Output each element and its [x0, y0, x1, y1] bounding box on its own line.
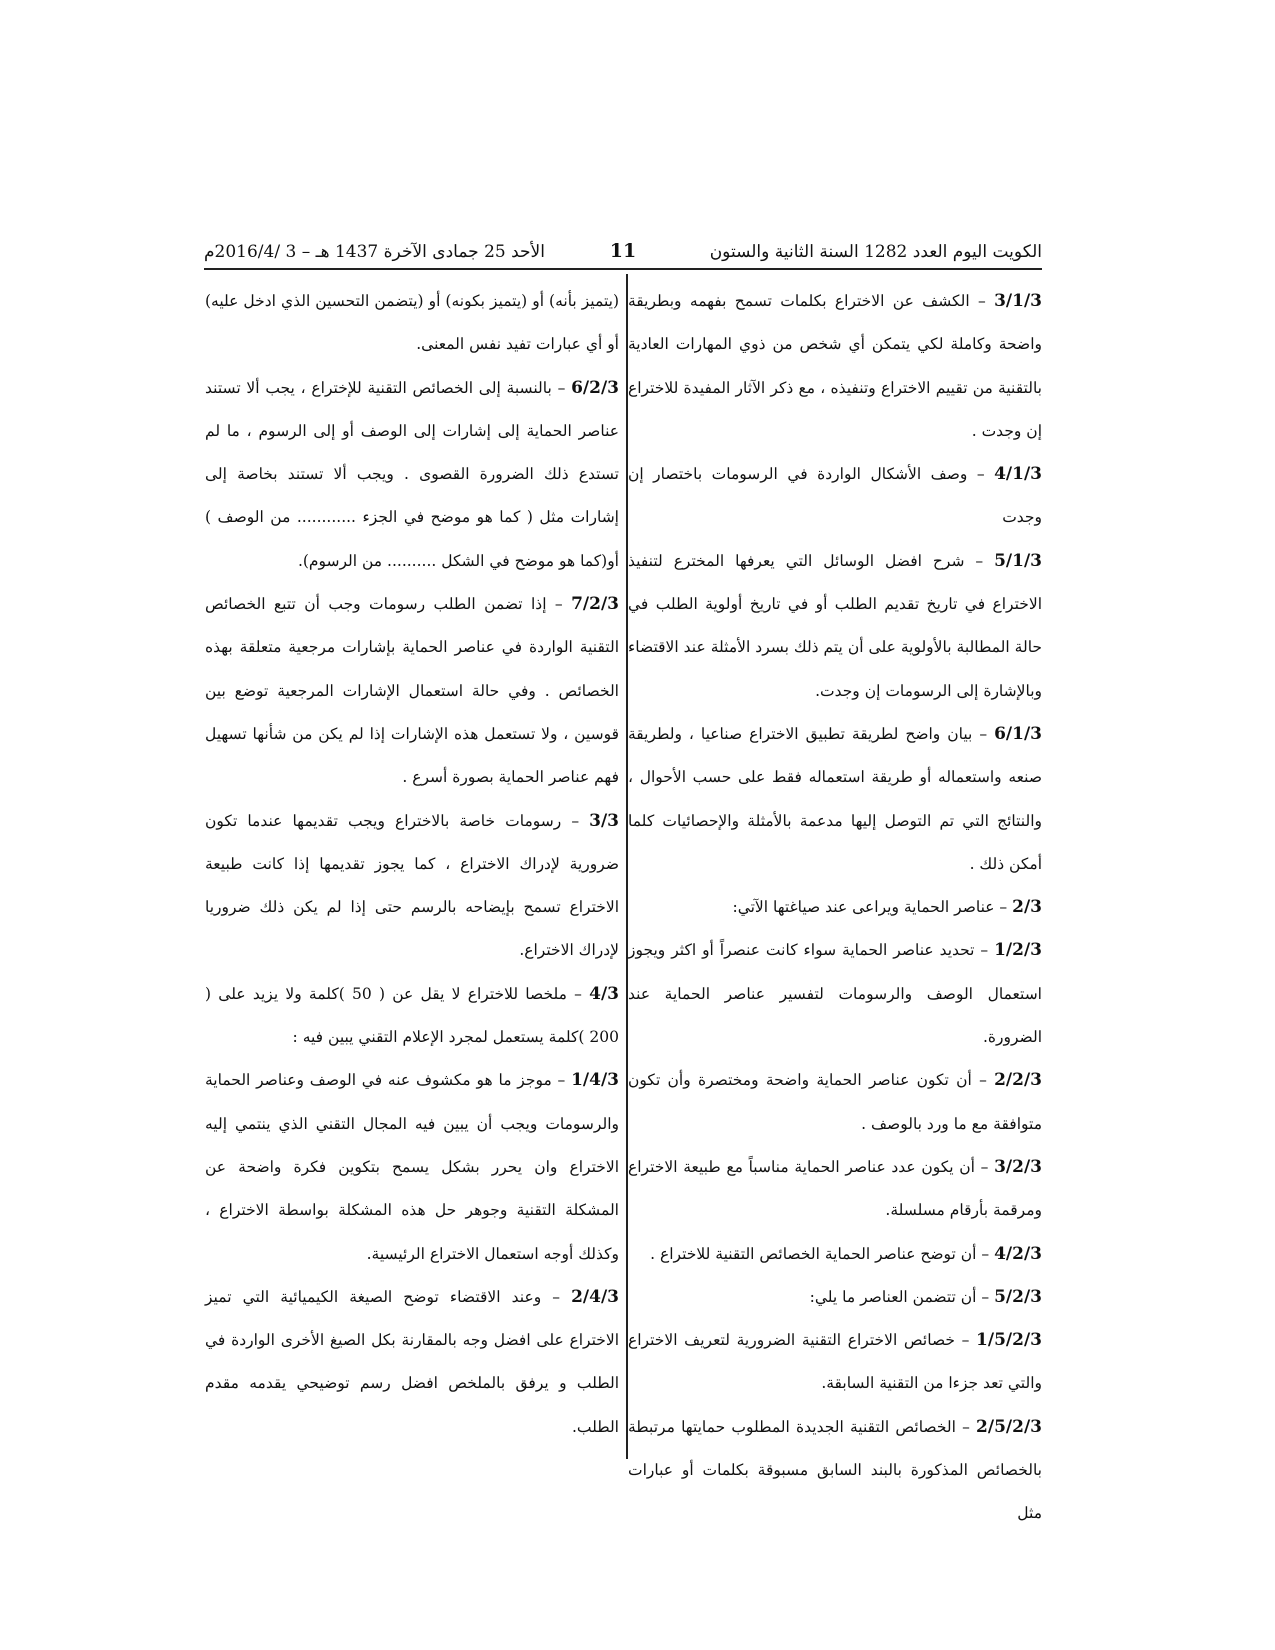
clause-paragraph: [205, 973, 619, 1060]
clause-paragraph: [628, 929, 1042, 1059]
clause-number: 6/2/3: [571, 377, 619, 398]
clause-text: – ملخصا للاختراع لا يقل عن ( 50 )كلمة ولا يزيد على ( 200 )كلمة يستعمل لمجرد الإعلام التقني يبين فيه :: [205, 984, 619, 1047]
clause-number: 4/3: [589, 983, 620, 1004]
left-column: [205, 280, 619, 1449]
clause-number: 5/2/3: [994, 1286, 1042, 1307]
header-gazette-issue: الكويت اليوم العدد 1282 السنة الثانية والستون: [709, 242, 1042, 262]
clause-paragraph: [628, 886, 1042, 929]
clause-paragraph: [628, 713, 1042, 886]
clause-text: – أن توضح عناصر الحماية الخصائص التقنية للاختراع .: [650, 1244, 995, 1263]
clause-paragraph: [628, 1233, 1042, 1276]
clause-paragraph: [628, 1146, 1042, 1233]
clause-text: – أن تتضمن العناصر ما يلي:: [809, 1287, 995, 1306]
clause-text: – موجز ما هو مكشوف عنه في الوصف وعناصر الحماية والرسومات ويجب أن يبين فيه المجال التقني الذي ينتمي إليه الاختراع وان يحرر بشكل يسمح بتكوين فكرة واضحة عن المشكلة التقنية وجوهر حل هذه المشكلة بواسطة الاختراع ، وكذلك أوجه استعمال الاختراع الرئيسية.: [205, 1071, 619, 1263]
clause-text: – عناصر الحماية ويراعى عند صياغتها الآتي:: [732, 898, 1013, 917]
clause-number: 2/3: [1012, 897, 1042, 918]
clause-paragraph: [628, 540, 1042, 713]
clause-paragraph: [628, 1276, 1042, 1319]
clause-text: – رسومات خاصة بالاختراع ويجب تقديمها عندما تكون ضرورية لإدراك الاختراع ، كما يجوز تقديمها إذا كانت طبيعة الاختراع تسمح بإيضاحه بالرسم حتى إذا لم يكن ذلك ضروريا لإدراك الاختراع.: [205, 811, 619, 960]
clause-text: – أن يكون عدد عناصر الحماية مناسباً مع طبيعة الاختراع ومرقمة بأرقام مسلسلة.: [628, 1157, 1042, 1220]
clause-number: 1/5/2/3: [976, 1330, 1042, 1351]
right-column: [628, 280, 1042, 1536]
clause-paragraph: [628, 453, 1042, 540]
clause-text: – خصائص الاختراع التقنية الضرورية لتعريف الاختراع والتي تعد جزءا من التقنية السابقة.: [628, 1331, 1042, 1393]
clause-number: 2/2/3: [994, 1070, 1042, 1091]
clause-number: 1/4/3: [571, 1070, 619, 1091]
clause-number: 2/5/2/3: [976, 1416, 1042, 1437]
clause-number: 3/3: [589, 810, 619, 831]
clause-number: 6/1/3: [994, 723, 1042, 744]
clause-number: 3/1/3: [994, 291, 1042, 311]
clause-paragraph: [205, 1059, 619, 1275]
clause-number: 3/2/3: [994, 1156, 1042, 1177]
clause-number: 4/2/3: [994, 1243, 1042, 1264]
clause-number: 1/2/3: [994, 940, 1042, 961]
clause-paragraph: [628, 1406, 1042, 1536]
clause-paragraph: [628, 280, 1042, 453]
clause-paragraph: [205, 1276, 619, 1449]
clause-number: 2/4/3: [571, 1286, 619, 1307]
header-page-number: 11: [609, 240, 637, 262]
clause-text: – الكشف عن الاختراع بكلمات تسمح بفهمه وبطريقة واضحة وكاملة لكي يتمكن أي شخص من ذوي المهارات العادية بالتقنية من تقييم الاختراع وتنفيذه ، مع ذكر الآثار المفيدة للاختراع إن وجدت .: [628, 292, 1042, 440]
clause-number: 5/1/3: [994, 550, 1042, 571]
page-header: [204, 236, 1042, 272]
clause-text: – تحديد عناصر الحماية سواء كانت عنصراً أو اكثر ويجوز استعمال الوصف والرسومات لتفسير عناصر الحماية عند الضرورة.: [628, 941, 1042, 1047]
clause-paragraph: [205, 280, 619, 367]
clause-text: – بالنسبة إلى الخصائص التقنية للإختراع ، يجب ألا تستند عناصر الحماية إلى إشارات إلى الوصف أو إلى الرسوم ، ما لم تستدع ذلك الضرورة القصوى . ويجب ألا تستند بخاصة إلى إشارات مثل ( كما هو موضح في الجزء ............ من الوصف ) أو(كما هو موضح في الشكل .......... من الرسوم).: [205, 378, 619, 570]
clause-number: 4/1/3: [994, 464, 1042, 485]
clause-paragraph: [628, 1319, 1042, 1406]
clause-number: 7/2/3: [571, 594, 619, 615]
header-rule: [204, 268, 1042, 270]
clause-text: – شرح افضل الوسائل التي يعرفها المخترع لتنفيذ الاختراع في تاريخ تقديم الطلب أو في تاريخ أولوية الطلب في حالة المطالبة بالأولوية على أن يتم ذلك بسرد الأمثلة عند الاقتضاء وبالإشارة إلى الرسومات إن وجدت.: [628, 551, 1042, 700]
clause-text: – أن تكون عناصر الحماية واضحة ومختصرة وأن تكون متوافقة مع ما ورد بالوصف .: [628, 1071, 1042, 1133]
clause-text: – الخصائص التقنية الجديدة المطلوب حمايتها مرتبطة بالخصائص المذكورة بالبند السابق مسبوقة بكلمات أو عبارات مثل: [628, 1417, 1042, 1523]
clause-paragraph: [205, 583, 619, 799]
header-date: الأحد 25 جمادى الآخرة 1437 هـ – 3 /2016/4م: [204, 242, 545, 262]
clause-text: – وعند الاقتضاء توضح الصيغة الكيميائية التي تميز الاختراع على افضل وجه بالمقارنة بكل الصيغ الأخرى الواردة في الطلب و يرفق بالملخص افضل رسم توضيحي يقدمه مقدم الطلب.: [205, 1287, 619, 1436]
clause-paragraph: [205, 367, 619, 583]
clause-text: – وصف الأشكال الواردة في الرسومات باختصار إن وجدت: [628, 465, 1042, 527]
clause-paragraph: [205, 800, 619, 973]
clause-text: – إذا تضمن الطلب رسومات وجب أن تتبع الخصائص التقنية الواردة في عناصر الحماية بإشارات مرجعية متعلقة بهذه الخصائص . وفي حالة استعمال الإشارات المرجعية توضع بين قوسين ، ولا تستعمل هذه الإشارات إذا لم يكن من شأنها تسهيل فهم عناصر الحماية بصورة أسرع .: [205, 595, 619, 787]
clause-paragraph: [628, 1059, 1042, 1146]
clause-text: – بيان واضح لطريقة تطبيق الاختراع صناعيا ، ولطريقة صنعه واستعماله أو طريقة استعماله فقط على حسب الأحوال ، والنتائج التي تم التوصل إليها مدعمة بالأمثلة والإحصائيات كلما أمكن ذلك .: [628, 724, 1042, 873]
clause-text: (يتميز بأنه) أو (يتميز بكونه) أو (يتضمن التحسين الذي ادخل عليه) أو أي عبارات تفيد نفس المعنى.: [205, 292, 619, 354]
